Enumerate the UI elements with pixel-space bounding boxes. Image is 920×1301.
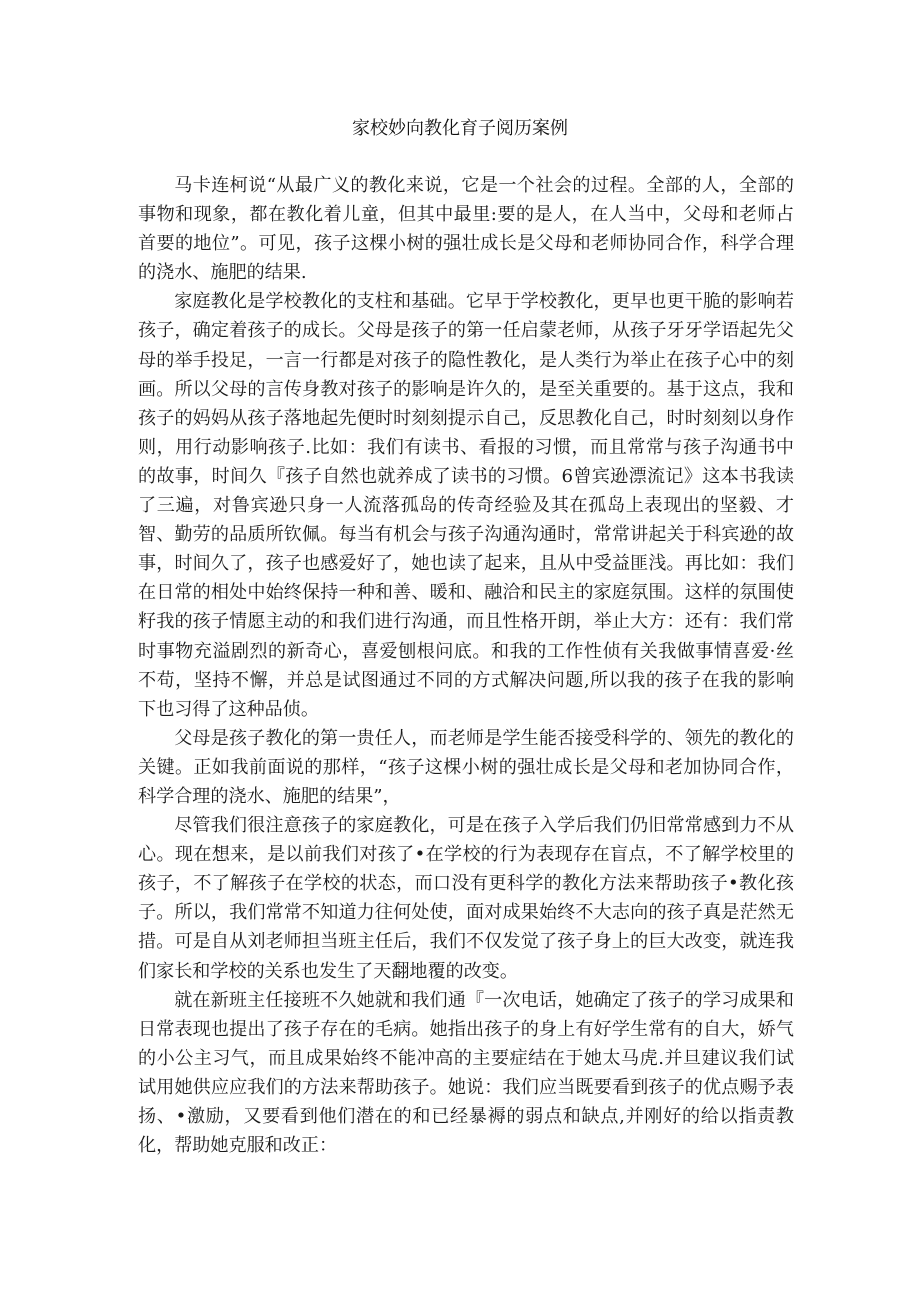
paragraph: 尽管我们很注意孩子的家庭教化，可是在孩子入学后我们仍旧常常感到力不从心。现在想来，是以前我们对孩了•在学校的行为表现存在盲点，不了解学校里的孩子，不了解孩子在学校的状态，而口没有更科学的教化方法来帮助孩子•教化孩子。所以，我们常常不知道力往何处使，面对成果始终不大志向的孩子真是茫然无措。可是自从刘老师担当班主任后，我们不仅发觉了孩子身上的巨大改变，就连我们家长和学校的关系也发生了天翻地覆的改变。 [138, 815, 794, 982]
document-title: 家校妙向教化育子阅历案例 [352, 118, 568, 139]
paragraph: 马卡连柯说“从最广义的教化来说，它是一个社会的过程。全部的人，全部的事物和现象，都在教化着儿童，但其中最里:要的是人，在人当中，父母和老师占首要的地位”。可见，孩子这棵小树的强壮成长是父母和老师协同合作，科学合理的浇水、施肥的结果. [138, 175, 794, 284]
paragraph: 父母是孩子教化的第一贵任人，而老师是学生能否接受科学的、领先的教化的关键。正如我前面说的那样，“孩子这棵小树的强壮成长是父母和老加协同合作，科学合理的浇水、施肥的结果”， [138, 727, 794, 807]
document-body [138, 171, 794, 1160]
paragraph: 就在新班主任接班不久她就和我们通『一次电话，她确定了孩子的学习成果和日常表现也提出了孩子存在的毛病。她指出孩子的身上有好学生常有的自大，娇气的小公主习气，而且成果始终不能冲高的主要症结在于她太马虎.并旦建议我们试试用她供应应我们的方法来帮助孩子。她说：我们应当既要看到孩子的优点赐予表扬、•激励，又要看到他们潜在的和已经暴褥的弱点和缺点,并刚好的给以指责教化，帮助她克服和改正： [138, 989, 794, 1157]
paragraph: 家庭教化是学校教化的支柱和基础。它早于学校教化，更早也更干脆的影响若孩子，确定着孩子的成长。父母是孩子的第一任启蒙老师，从孩子牙牙学语起先父母的举手投足，一言一行都是对孩子的隐性教化，是人类行为举止在孩子心中的刻画。所以父母的言传身教对孩子的影响是许久的，是至关重要的。基于这点，我和孩子的妈妈从孩子落地起先便时时刻刻提示自己，反思教化自己，时时刻刻以身作则，用行动影响孩子.比如：我们有读书、看报的习惯，而且常常与孩子沟通书中的故事，时间久『孩子自然也就养成了读书的习惯。6曾宾逊漂流记》这本书我读了三遍，对鲁宾逊只身一人流落孤岛的传奇经验及其在孤岛上表现出的坚毅、才智、勤劳的品质所钦佩。每当有机会与孩子沟通沟通时，常常讲起关于科宾逊的故事，时间久了，孩子也感爱好了，她也读了起来，且从中受益匪浅。再比如：我们在日常的相处中始终保持一种和善、暖和、融洽和民主的家庭氛围。这样的氛围使籽我的孩子情愿主动的和我们进行沟通，而且性格开朗，举止大方：还有：我们常时事物充溢剧烈的新奇心，喜爱刨根问底。和我的工作性侦有关我做事情喜爱·丝不苟，坚持不懈，并总是试图通过不同的方式解决问题,所以我的孩子在我的影响下也习得了这种品侦。 [138, 291, 794, 720]
